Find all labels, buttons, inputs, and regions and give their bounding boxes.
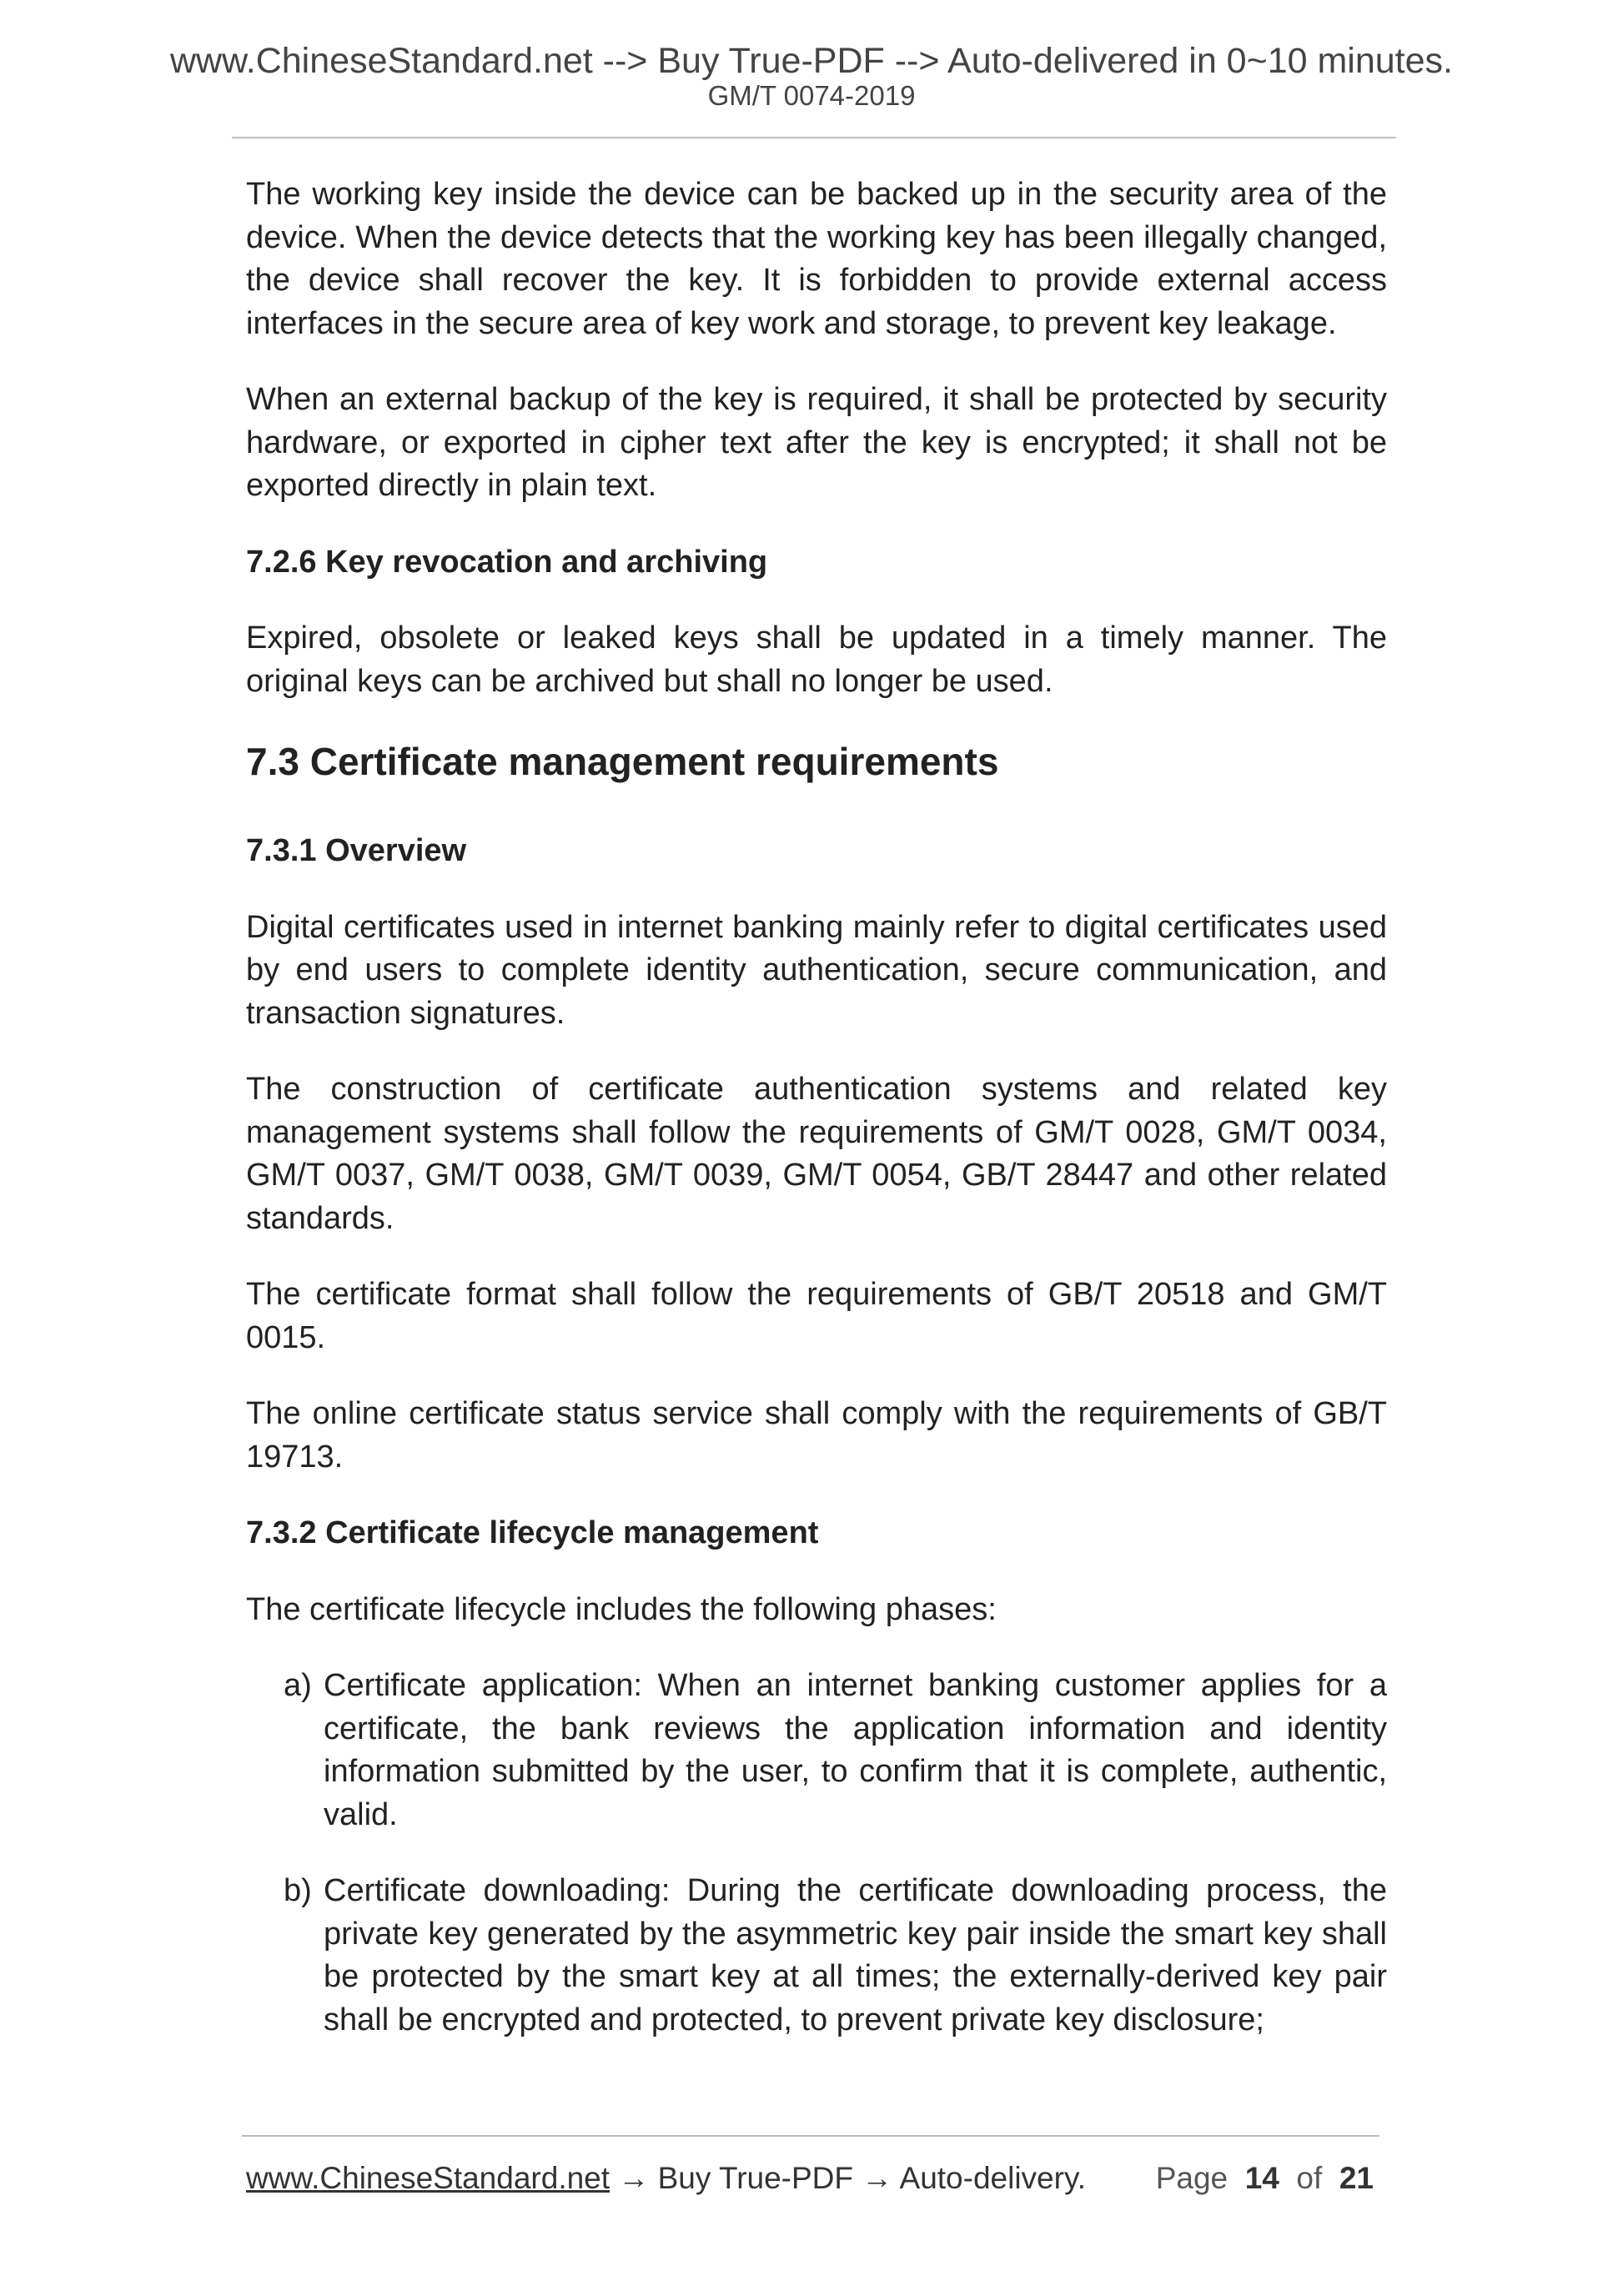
heading-7-3-2: 7.3.2 Certificate lifecycle management [246,1515,819,1550]
footer-site-link[interactable]: www.ChineseStandard.net [246,2161,611,2195]
heading-7-2-6: 7.2.6 Key revocation and archiving [246,544,768,580]
paragraph-lifecycle-intro: The certificate lifecycle includes the following phases: [246,1591,997,1627]
total-pages: 21 [1339,2161,1374,2195]
list-item-text: Certificate application: When an internet banking customer applies for a certificate, the bank reviews the application information and identity information submitted by the user, to confirm that it is complete, authentic, valid. [324,1668,1387,1832]
footer-promo [246,2160,1086,2197]
paragraph-certificate-format: The certificate format shall follow the requirements of GB/T 20518 and GM/T 0015. [246,1277,1387,1355]
list-marker: b) [284,1873,312,1908]
header-divider [232,137,1396,138]
page-number [1156,2160,1374,2197]
site-banner: www.ChineseStandard.net --> Buy True-PDF --> Auto-delivered in 0~10 minutes. [169,41,1453,81]
list-item [284,1870,1387,2042]
list-item [284,1665,1387,1836]
of-word: of [1296,2161,1323,2195]
list-marker: a) [284,1668,312,1703]
heading-7-3-1: 7.3.1 Overview [246,833,467,868]
current-page: 14 [1244,2161,1279,2195]
page-word: Page [1155,2161,1229,2195]
paragraph-digital-certificates: Digital certificates used in internet banking mainly refer to digital certificates used by end users to complete identity authentication, secure communication, and transaction signatures. [246,909,1387,1031]
paragraph-key-revocation: Expired, obsolete or leaked keys shall be updated in a timely manner. The original keys can be archived but shall no longer be used. [246,620,1387,699]
heading-7-3: 7.3 Certificate management requirements [246,740,999,783]
footer-promo-text: → Buy True-PDF → Auto-delivery. [610,2161,1086,2195]
paragraph-working-key-backup: The working key inside the device can be backed up in the security area of the device. When the device detects that the working key has been illegally changed, the device shall recover the key. It is forbidden to provide external access interfaces in the secure area of key work and storage, to prevent key leakage. [246,177,1387,341]
footer-divider [242,2135,1379,2137]
list-item-text: Certificate downloading: During the certificate downloading process, the private key generated by the asymmetric key pair inside the smart key shall be protected by the smart key at all times; the externally-derived key pair shall be encrypted and protected, to prevent private key disclosure; [324,1873,1387,2037]
document-id: GM/T 0074-2019 [707,80,916,111]
paragraph-construction-standards: The construction of certificate authentication systems and related key management systems shall follow the requirements of GM/T 0028, GM/T 0034, GM/T 0037, GM/T 0038, GM/T 0039, GM/T 0054, GB/T 28447 and other related standards. [246,1072,1387,1236]
paragraph-external-backup: When an external backup of the key is required, it shall be protected by security hardware, or exported in cipher text after the key is encrypted; it shall not be exported directly in plain text. [246,382,1387,503]
page-content [246,173,1387,2075]
paragraph-online-status-service: The online certificate status service shall comply with the requirements of GB/T 19713. [246,1396,1387,1475]
